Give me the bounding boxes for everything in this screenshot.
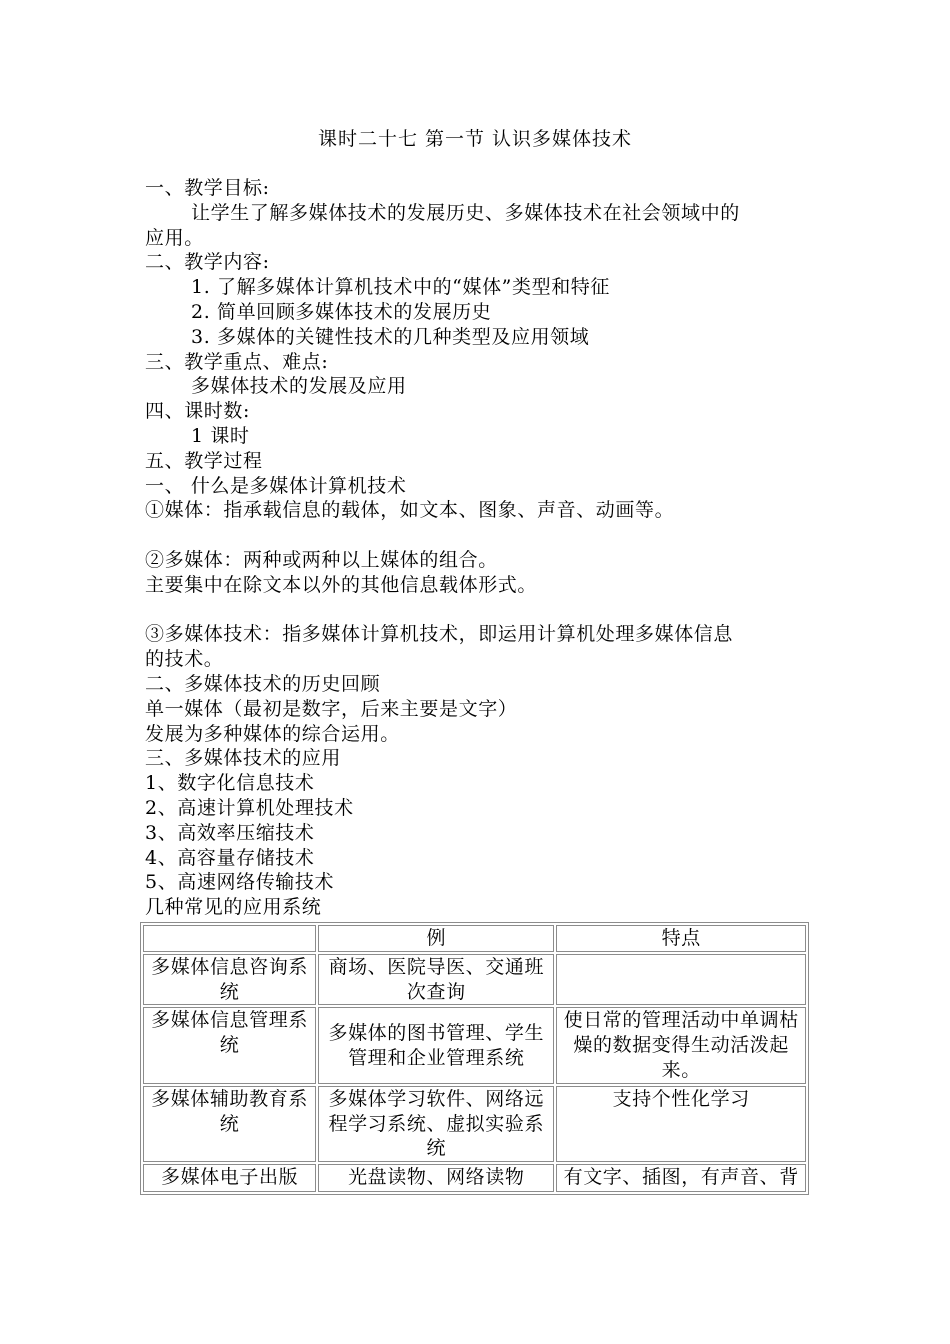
text-line: 2、高速计算机处理技术 [145, 796, 354, 819]
text-line: 三、多媒体技术的应用 [145, 747, 342, 770]
blank-line [145, 523, 815, 548]
table-header-row [143, 925, 806, 952]
text-line: 五、教学过程 [145, 449, 263, 472]
text-line: 1、数字化信息技术 [145, 772, 315, 795]
table-cell: 多媒体学习软件、网络远程学习系统、虚拟实验系统 [318, 1086, 554, 1162]
text-line: 4、高容量存储技术 [145, 846, 315, 869]
text-line: 四、课时数: [145, 400, 251, 423]
table-cell [556, 954, 806, 1006]
table-row [143, 954, 806, 1006]
text-line: 一、 什么是多媒体计算机技术 [145, 474, 407, 497]
text-line: 让学生了解多媒体技术的发展历史、多媒体技术在社会领域中的 [191, 201, 740, 224]
document-title: 课时二十七 第一节 认识多媒体技术 [317, 128, 633, 150]
text-line: 二、多媒体技术的历史回顾 [145, 672, 381, 695]
text-line: 2. 简单回顾多媒体技术的发展历史 [191, 300, 492, 323]
table-cell: 光盘读物、网络读物 [318, 1164, 554, 1192]
table-header-cell [143, 925, 316, 952]
table-cell: 多媒体的图书管理、学生管理和企业管理系统 [318, 1007, 554, 1083]
text-line: ②多媒体：两种或两种以上媒体的组合。 [145, 548, 498, 571]
blank-line [145, 598, 815, 623]
table-row [143, 1007, 806, 1083]
table-cell: 多媒体信息管理系统 [143, 1007, 316, 1083]
text-line: 1 课时 [191, 424, 250, 447]
text-line: 单一媒体（最初是数字，后来主要是文字） [145, 697, 518, 720]
text-line: 5、高速网络传输技术 [145, 871, 335, 894]
application-systems-table [140, 922, 809, 1195]
table-row [143, 1164, 806, 1192]
text-line: 3. 多媒体的关键性技术的几种类型及应用领域 [191, 325, 590, 348]
text-line: 几种常见的应用系统 [145, 896, 322, 919]
table-cell: 商场、医院导医、交通班次查询 [318, 954, 554, 1006]
text-line: 主要集中在除文本以外的其他信息载体形式。 [145, 573, 538, 596]
text-line: ①媒体：指承载信息的载体，如文本、图象、声音、动画等。 [145, 499, 675, 522]
table-cell: 有文字、插图，有声音、背 [556, 1164, 806, 1192]
text-line: 3、高效率压缩技术 [145, 821, 315, 844]
table-cell: 多媒体信息咨询系统 [143, 954, 316, 1006]
text-line: 发展为多种媒体的综合运用。 [145, 722, 400, 745]
table-cell: 支持个性化学习 [556, 1086, 806, 1162]
text-line: 多媒体技术的发展及应用 [191, 375, 407, 398]
table-cell: 使日常的管理活动中单调枯燥的数据变得生动活泼起来。 [556, 1007, 806, 1083]
table-cell: 多媒体辅助教育系统 [143, 1086, 316, 1162]
text-line: 应用。 [145, 226, 204, 249]
text-line: 的技术。 [145, 648, 224, 671]
text-line: 1. 了解多媒体计算机技术中的“媒体”类型和特征 [191, 276, 610, 299]
text-line: 一、教学目标: [145, 177, 270, 199]
document-body [145, 176, 815, 920]
application-systems-table-wrap [140, 922, 809, 1198]
table-row [143, 1086, 806, 1162]
table-header-cell: 特点 [556, 925, 806, 952]
text-line: ③多媒体技术：指多媒体计算机技术，即运用计算机处理多媒体信息 [145, 623, 734, 646]
table-header-cell: 例 [318, 925, 554, 952]
text-line: 三、教学重点、难点: [145, 350, 329, 373]
table-cell: 多媒体电子出版 [143, 1164, 316, 1192]
text-line: 二、教学内容: [145, 251, 270, 274]
